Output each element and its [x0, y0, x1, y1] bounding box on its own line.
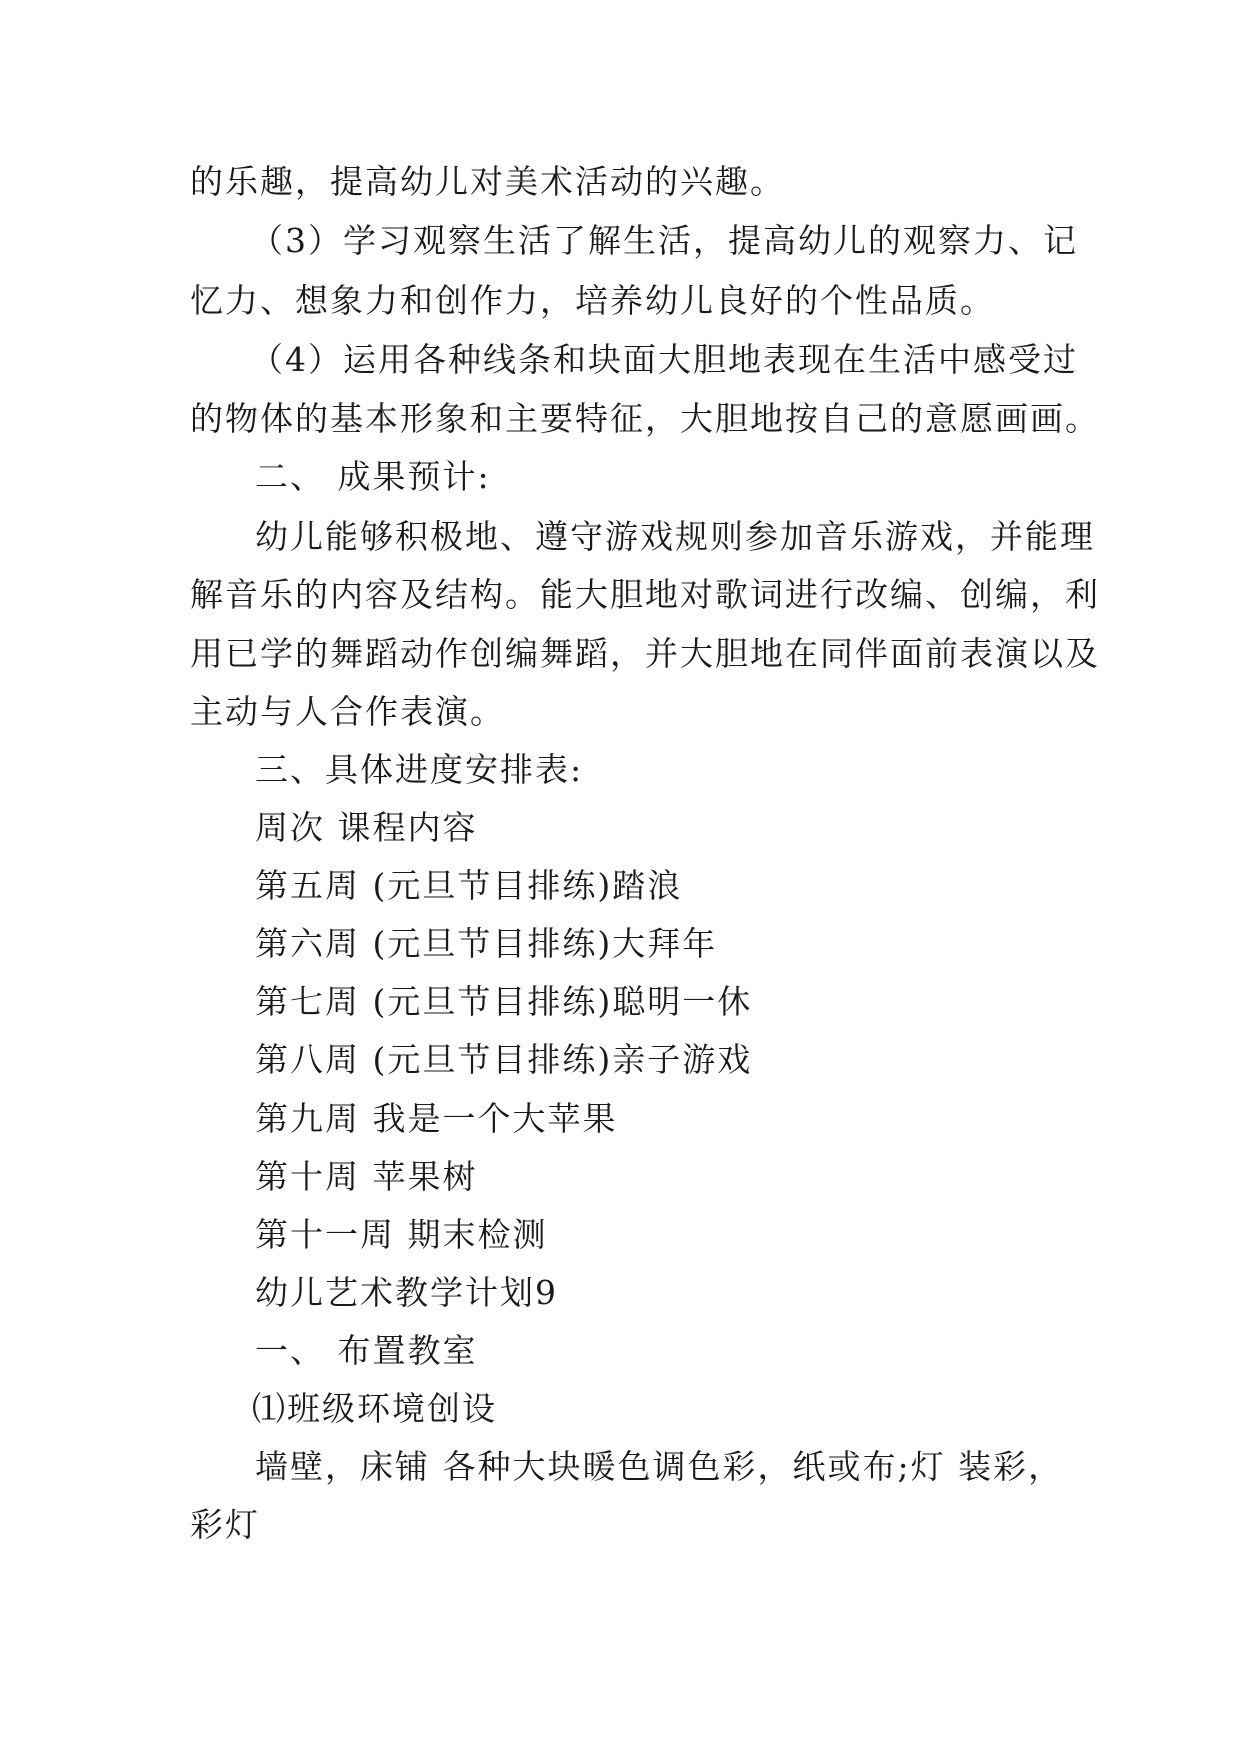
text-line: 墙壁，床铺 各种大块暖色调色彩，纸或布;灯 装彩，: [255, 1447, 1064, 1486]
schedule-header: 周次 课程内容: [255, 808, 478, 847]
text-line: 解音乐的内容及结构。能大胆地对歌词进行改编、创编，利: [190, 575, 1100, 614]
subsection-heading: ⑴班级环境创设: [252, 1389, 497, 1428]
text-line: 彩灯: [190, 1505, 260, 1544]
schedule-row: 第八周 (元旦节目排练)亲子游戏: [255, 1040, 753, 1079]
text-line: 的物体的基本形象和主要特征，大胆地按自己的意愿画画。: [190, 399, 1100, 438]
text-line: 忆力、想象力和创作力，培养幼儿良好的个性品质。: [190, 281, 995, 320]
section-heading: 一、 布置教室: [255, 1331, 478, 1370]
section-heading: 二、 成果预计:: [255, 457, 491, 496]
schedule-row: 第九周 我是一个大苹果: [255, 1099, 618, 1138]
text-line: 的乐趣，提高幼儿对美术活动的兴趣。: [190, 162, 785, 201]
schedule-row: 第十一周 期末检测: [255, 1215, 548, 1254]
schedule-row: 第六周 (元旦节目排练)大拜年: [255, 924, 718, 963]
text-line: 主动与人合作表演。: [190, 692, 505, 731]
document-title: 幼儿艺术教学计划9: [255, 1273, 558, 1312]
schedule-row: 第七周 (元旦节目排练)聪明一休: [255, 982, 753, 1021]
text-line: （4）运用各种线条和块面大胆地表现在生活中感受过: [250, 340, 1078, 379]
section-heading: 三、具体进度安排表:: [255, 750, 584, 789]
text-line: （3）学习观察生活了解生活，提高幼儿的观察力、记: [250, 221, 1078, 260]
text-line: 幼儿能够积极地、遵守游戏规则参加音乐游戏，并能理: [255, 517, 1095, 556]
text-line: 用已学的舞蹈动作创编舞蹈，并大胆地在同伴面前表演以及: [190, 634, 1100, 673]
schedule-row: 第五周 (元旦节目排练)踏浪: [255, 866, 683, 905]
schedule-row: 第十周 苹果树: [255, 1157, 478, 1196]
